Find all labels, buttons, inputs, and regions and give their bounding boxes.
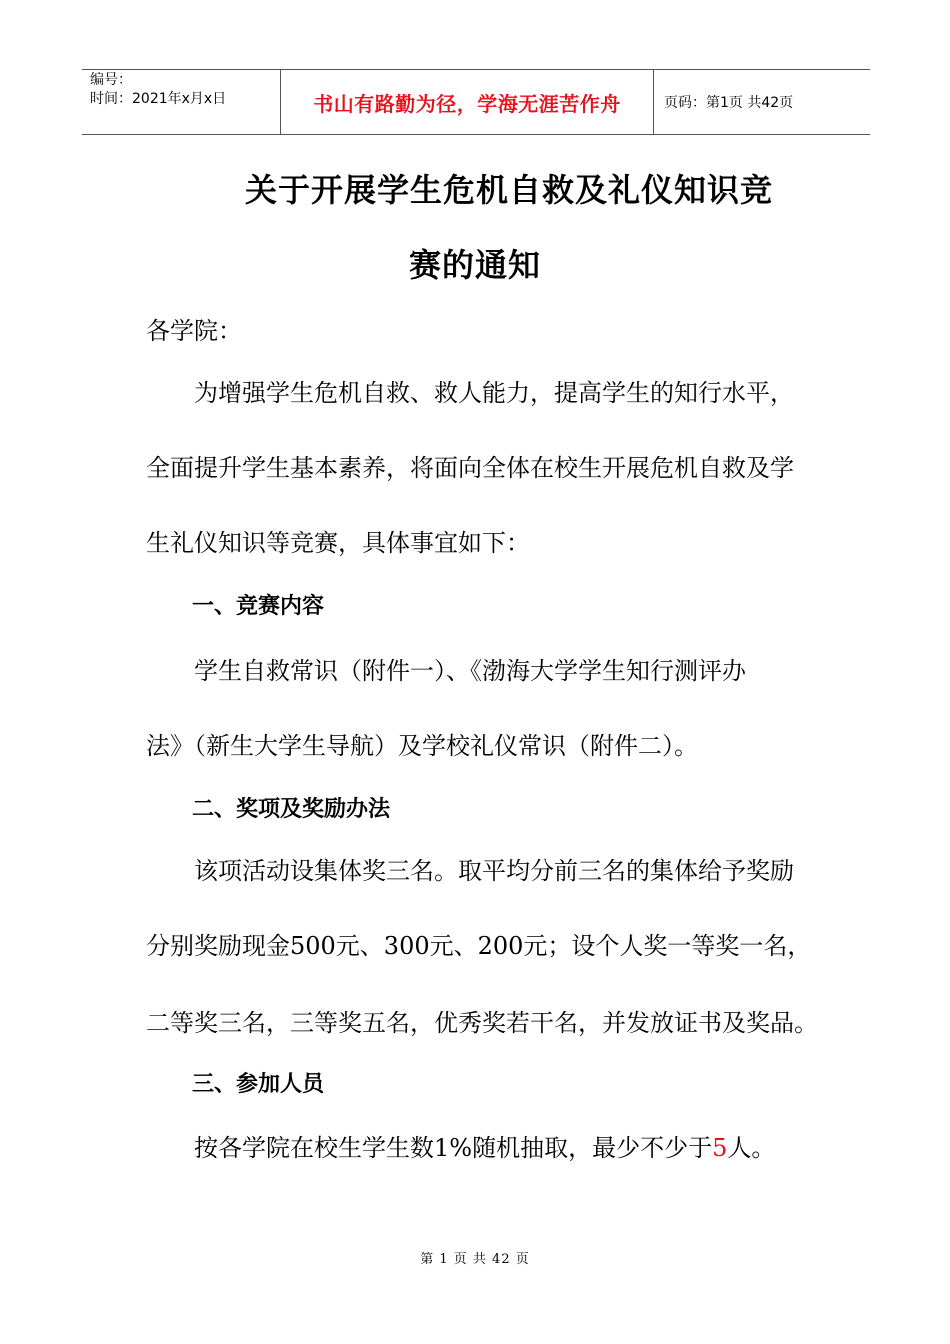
section3-highlight-number: 5: [712, 1134, 728, 1162]
header-meta: [82, 70, 281, 134]
intro-line-1: 为增强学生危机自救、救人能力，提高学生的知行水平，: [194, 379, 794, 407]
section1-line-2: 法》（新生大学生导航）及学校礼仪常识（附件二）。: [146, 732, 698, 760]
section3-line: [194, 1135, 864, 1161]
intro-line-2: 全面提升学生基本素养，将面向全体在校生开展危机自救及学: [146, 454, 794, 482]
section2-line-1: 该项活动设集体奖三名。取平均分前三名的集体给予奖励: [194, 857, 794, 885]
section3-line-suffix: 人。: [727, 1134, 776, 1162]
section3-heading: 三、参加人员: [192, 1072, 325, 1097]
page-header: [82, 69, 870, 135]
number-label: 编号：: [90, 72, 132, 88]
section1-line-1: 学生自救常识（附件一）、《渤海大学学生知行测评办: [194, 657, 746, 685]
document-title-line2: 赛的通知: [408, 246, 541, 284]
section2-heading: 二、奖项及奖励办法: [192, 797, 391, 822]
section2-line-2: 分别奖励现金500元、300元、200元；设个人奖一等奖一名，: [146, 932, 812, 960]
page-footer: 第 1 页 共 42 页: [420, 1252, 530, 1267]
header-page-info: 页码：第1页 共42页: [664, 95, 794, 111]
section1-heading: 一、竞赛内容: [192, 594, 325, 619]
time-label: 时间：2021年x月x日: [90, 91, 227, 107]
document-title-line1: 关于开展学生危机自救及礼仪知识竞: [244, 171, 773, 209]
section3-line-prefix: 按各学院在校生学生数1%随机抽取，最少不少于: [194, 1134, 713, 1162]
header-motto: 书山有路勤为径，学海无涯苦作舟: [281, 70, 654, 134]
intro-line-3: 生礼仪知识等竞赛，具体事宜如下：: [146, 529, 530, 557]
salutation: 各学院：: [146, 317, 242, 345]
section2-line-3: 二等奖三名，三等奖五名，优秀奖若干名，并发放证书及奖品。: [146, 1009, 818, 1037]
